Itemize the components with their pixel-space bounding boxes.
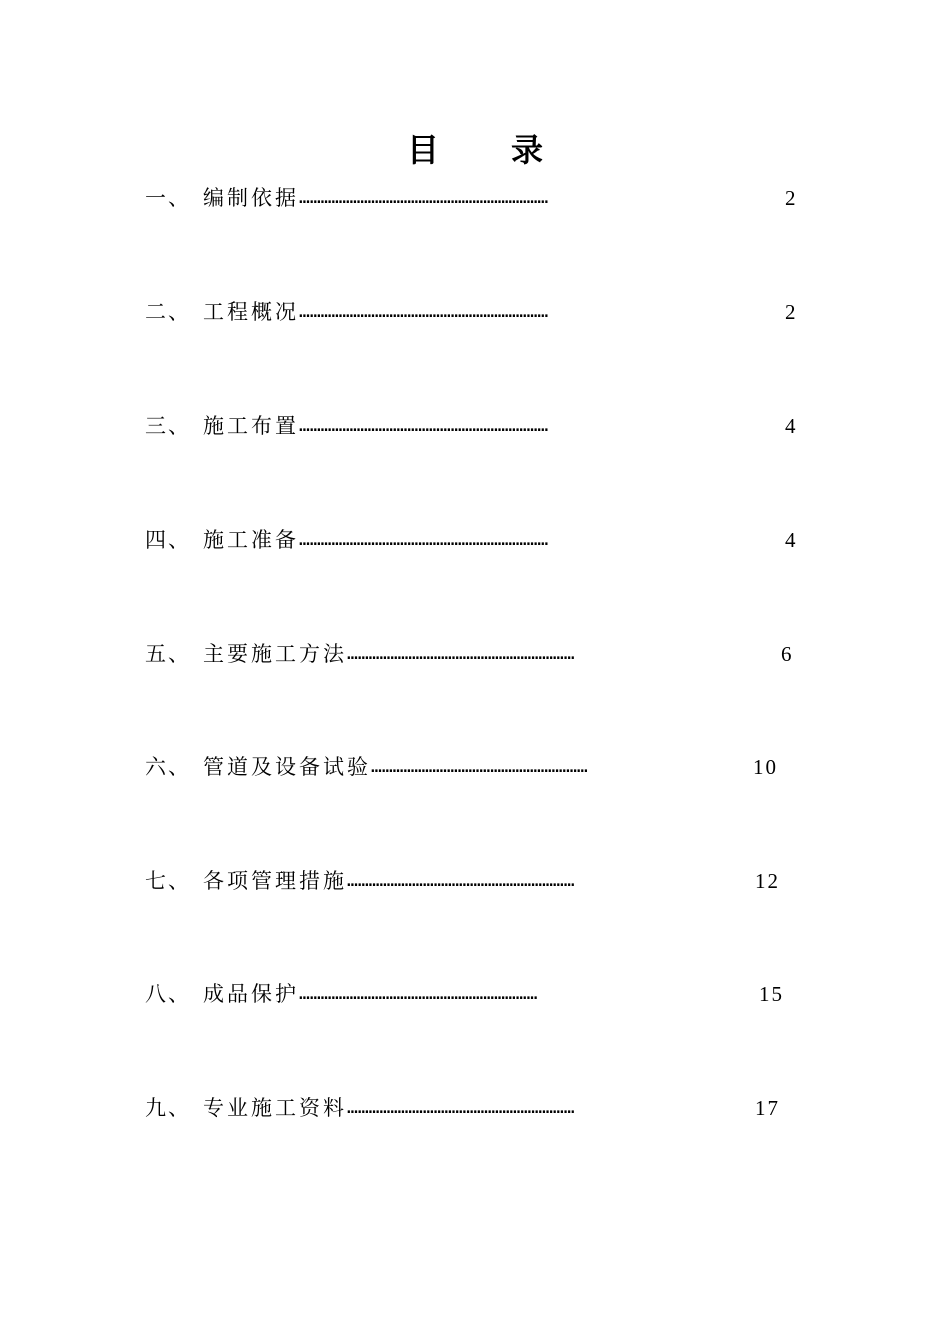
toc-entry-number: 二、 (145, 300, 191, 324)
toc-leader-dots: …………………………………………………… (371, 756, 588, 777)
toc-entry-label: 施工布置 (203, 414, 299, 438)
toc-entry-number: 四、 (145, 528, 191, 552)
toc-leader-dots: ………………………………………………………… (299, 983, 538, 1004)
toc-page-number: 4 (785, 528, 798, 552)
toc-page-number: 6 (781, 642, 794, 666)
toc-entry-label: 工程概况 (203, 300, 299, 324)
toc-entry[interactable] (145, 865, 780, 897)
toc-entry-number: 九、 (145, 1096, 191, 1120)
toc-page-number: 10 (753, 755, 778, 779)
toc-entry-number: 七、 (145, 869, 191, 893)
toc-page-number: 2 (785, 300, 798, 324)
toc-entry-number: 一、 (145, 186, 191, 210)
toc-entry[interactable] (145, 296, 798, 328)
toc-entry[interactable] (145, 751, 778, 783)
toc-page-number: 4 (785, 414, 798, 438)
toc-entry-number: 五、 (145, 642, 191, 666)
toc-page-number: 17 (755, 1096, 780, 1120)
toc-entry-label: 主要施工方法 (203, 642, 347, 666)
toc-leader-dots: …………………………………………………………… (299, 529, 549, 550)
toc-leader-dots: ……………………………………………………… (347, 870, 575, 891)
toc-leader-dots: …………………………………………………………… (299, 301, 549, 322)
toc-entry-label: 管道及设备试验 (203, 755, 371, 779)
toc-entry-number: 三、 (145, 414, 191, 438)
toc-entry-label: 施工准备 (203, 528, 299, 552)
toc-entry-label: 各项管理措施 (203, 869, 347, 893)
title-char-2: 录 (511, 131, 544, 169)
title-char-1: 目 (406, 131, 439, 169)
toc-entry-label: 专业施工资料 (203, 1096, 347, 1120)
toc-entry-number: 六、 (145, 755, 191, 779)
toc-leader-dots: ……………………………………………………… (347, 643, 575, 664)
toc-entry-number: 八、 (145, 982, 191, 1006)
toc-entry[interactable] (145, 410, 798, 442)
toc-entry-label: 编制依据 (203, 186, 299, 210)
toc-entry[interactable] (145, 978, 784, 1010)
toc-leader-dots: …………………………………………………………… (299, 187, 549, 208)
toc-leader-dots: ……………………………………………………… (347, 1097, 575, 1118)
toc-page-number: 12 (755, 869, 780, 893)
toc-entry[interactable] (145, 1092, 780, 1124)
toc-entry[interactable] (145, 182, 798, 214)
toc-leader-dots: …………………………………………………………… (299, 415, 549, 436)
page-title (0, 128, 950, 172)
toc-page-number: 2 (785, 186, 798, 210)
toc-entry[interactable] (145, 524, 798, 556)
toc-page-number: 15 (759, 982, 784, 1006)
toc-entry-label: 成品保护 (203, 982, 299, 1006)
toc-entry[interactable] (145, 638, 794, 670)
